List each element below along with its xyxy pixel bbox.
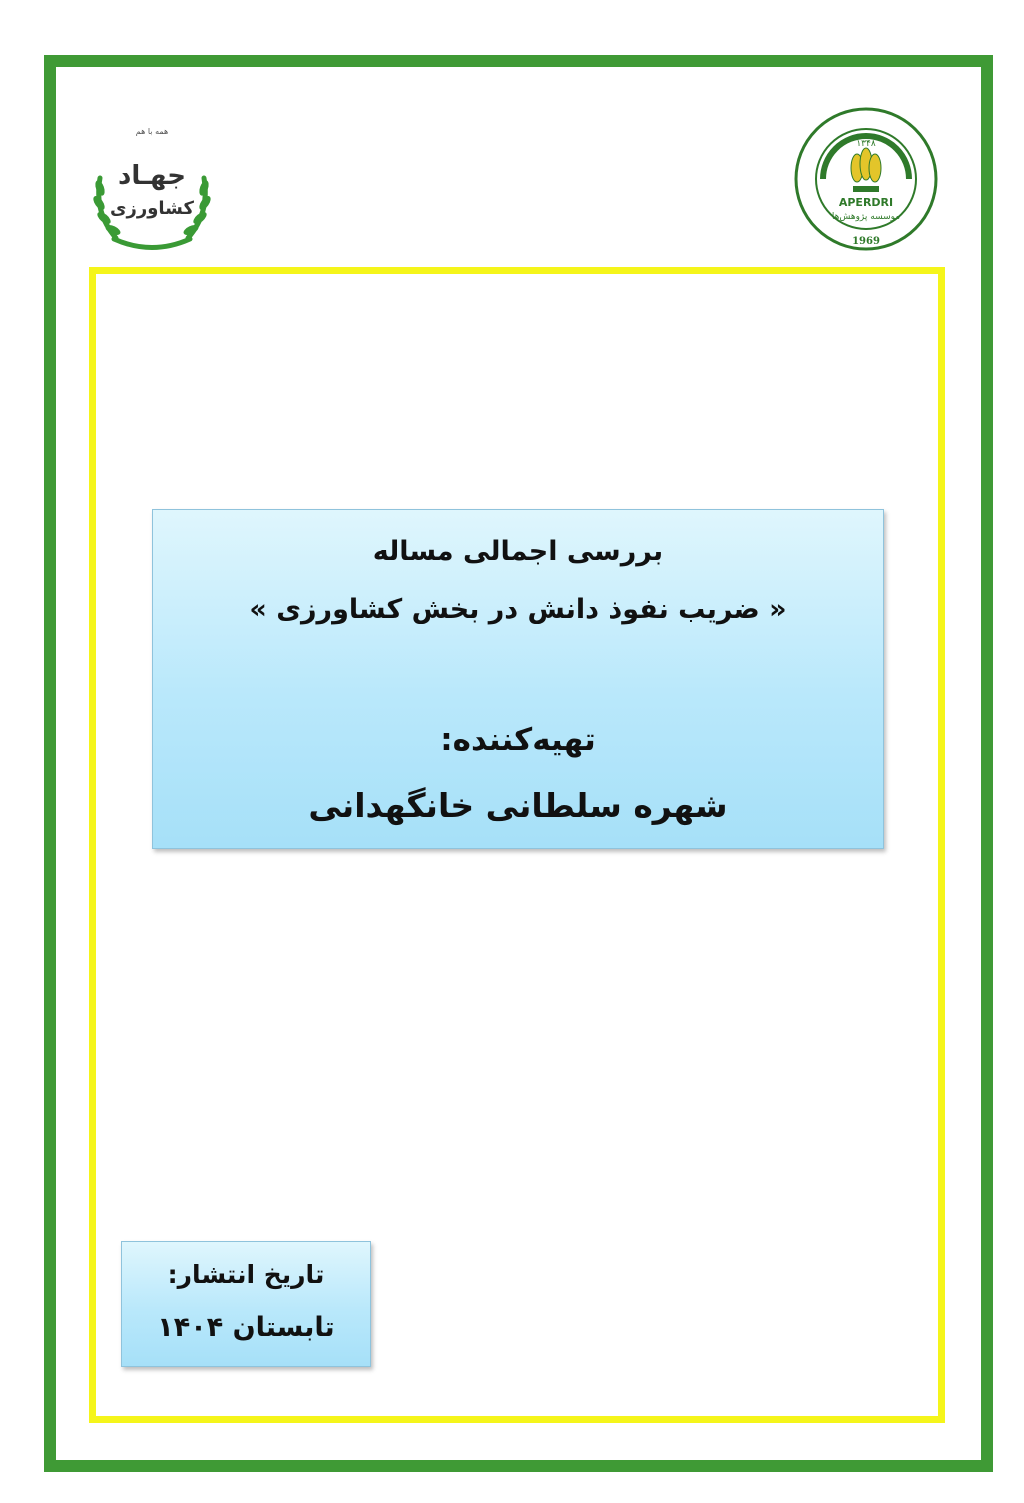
title-line-2: « ضریب نفوذ دانش در بخش کشاورزی » xyxy=(249,594,787,625)
title-box xyxy=(152,509,884,849)
jahad-keshavarzi-logo xyxy=(86,118,218,254)
logo-right-year: 1969 xyxy=(852,236,880,247)
publication-date-label: تاریخ انتشار: xyxy=(167,1260,325,1289)
logo-right-year-fa: ۱۳۴۸ xyxy=(856,139,876,149)
title-line-1: بررسی اجمالی مساله xyxy=(372,536,664,567)
logo-right-abbr: APERDRI xyxy=(838,196,894,209)
logo-left-main-text: جهـاد xyxy=(118,161,186,191)
logo-right-fa: موسسه پژوهش‌ها xyxy=(831,212,901,222)
author-label: تهیه‌کننده: xyxy=(440,722,596,758)
aperdri-logo xyxy=(793,106,939,252)
logo-left-sub-text: کشاورزی xyxy=(110,198,194,219)
logo-left-top-text: همه با هم xyxy=(135,127,169,136)
author-name: شهره سلطانی خانگهدانی xyxy=(308,786,728,825)
publication-date-box xyxy=(121,1241,371,1367)
publication-date-value: تابستان ۱۴۰۴ xyxy=(157,1312,335,1343)
